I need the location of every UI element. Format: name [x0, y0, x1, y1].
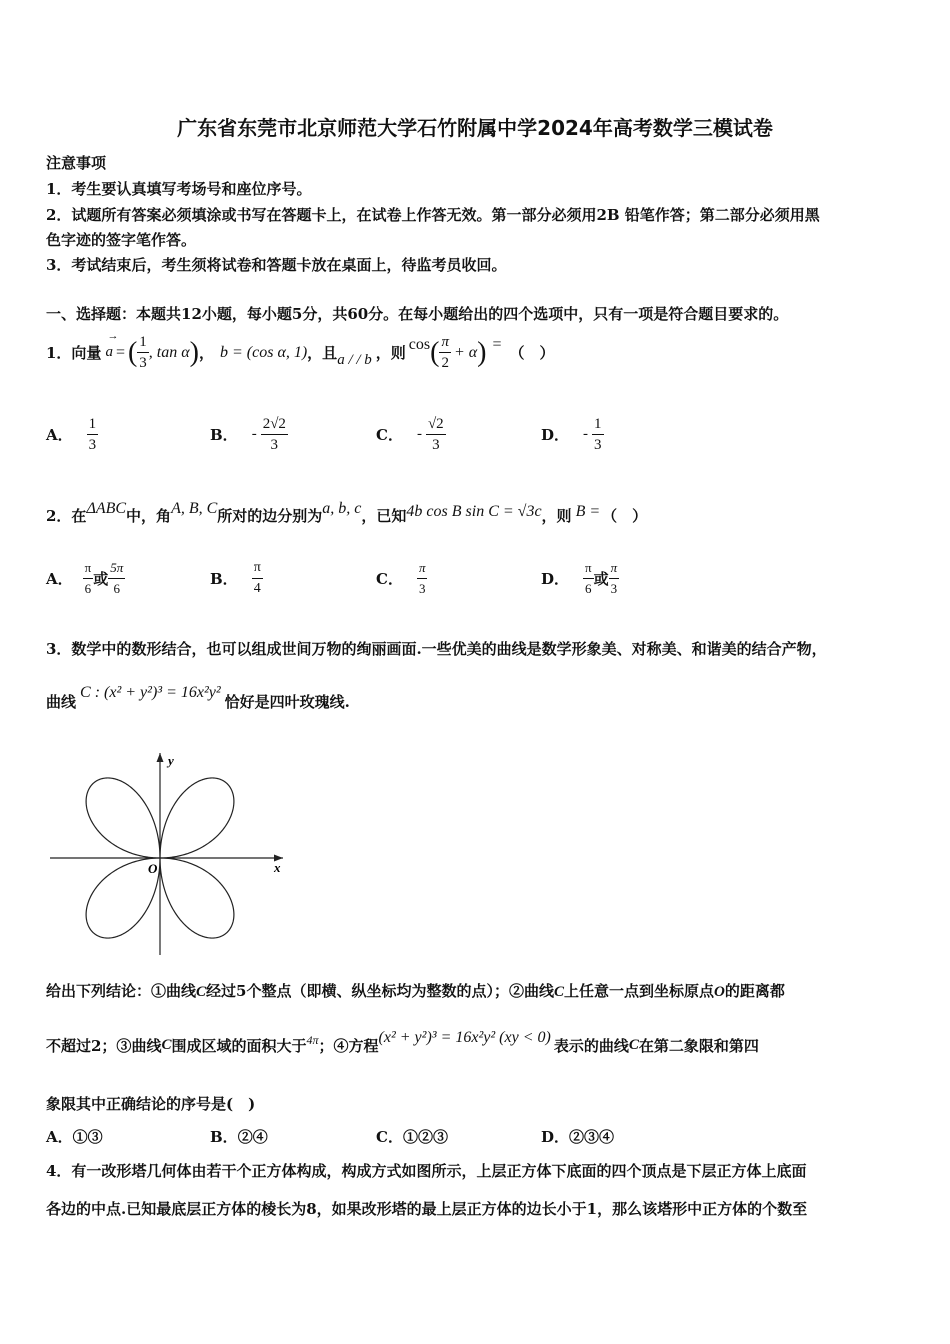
y-axis-arrow — [157, 753, 164, 762]
plus-alpha: + α — [453, 343, 478, 361]
triangle-abc: ΔABC — [86, 500, 127, 517]
given-equation: 4b cos B sin C = √3c — [406, 503, 542, 520]
notice-item: 1．考生要认真填写考场号和座位序号。 — [46, 180, 312, 198]
question-2: 2．在 ΔABC 中，角 A, B, C 所对的边分别为 a, b, c ，已知 4b cos B sin C = √3c ，则 B = （ ） — [46, 500, 648, 525]
q4-line-1: 4．有一改形塔几何体由若干个正方体构成，构成方式如图所示，上层正方体下底面的四个顶点是下层正方体上底面 — [46, 1162, 807, 1180]
question-1: 1．向量 → a = ( $\frac{1}{3}$ , tan α ) ， b = (cos α, 1) ，且 a / / b ，则 cos ( $\frac{\pi}{2}$ + α ) = （ ） — [46, 330, 555, 371]
answer-bracket: （ ） — [509, 344, 555, 362]
cos-label: cos — [408, 335, 431, 353]
x-axis-label: x — [274, 860, 281, 875]
q3-option-b: B．②④ — [210, 1128, 268, 1146]
q3-conclusions-line-1: 给出下列结论：①曲线C经过5个整点（即横、纵坐标均为整数的点）；②曲线C上任意一点到坐标原点O的距离都 — [46, 982, 785, 1000]
rose-curve-graph — [45, 745, 290, 960]
notice-item: 2．试题所有答案必须填涂或书写在答题卡上，在试卷上作答无效。第一部分必须用2B 铅笔作答；第二部分必须用黑 — [46, 206, 820, 224]
q1-ze: ，则 — [375, 344, 406, 362]
q2-option-d: D． $\frac{\pi}{6}$ 或 $\frac{\pi}{3}$ — [541, 560, 618, 596]
notice-item: 色字迹的签字笔作答。 — [46, 231, 197, 249]
fraction-one-third: $\frac{1}{3}$ — [139, 334, 147, 371]
section-heading: 一、选择题：本题共12小题，每小题5分，共60分。在每小题给出的四个选项中，只有一项是符合题目要求的。 — [46, 305, 789, 323]
q3-line-1: 3．数学中的数形结合，也可以组成世间万物的绚丽画面.一些优美的曲线是数学形象美、对称美、和谐美的结合产物， — [46, 640, 827, 658]
q1-number: 1．向量 — [46, 344, 102, 362]
q1-comma: ， — [198, 344, 214, 362]
page-title: 广东省东莞市北京师范大学石竹附属中学2024年高考数学三模试卷 — [177, 116, 773, 140]
fraction-pi-over-2: $\frac{\pi}{2}$ — [441, 334, 449, 371]
vector-a: → a — [105, 330, 119, 360]
curve-equation: C : (x² + y²)³ = 16x²y² — [80, 684, 221, 701]
tan-alpha: , tan α — [148, 343, 190, 361]
q3-line-2: 曲线 C : (x² + y²)³ = 16x²y² 恰好是四叶玫瑰线. — [46, 684, 350, 711]
q3-option-c: C．①②③ — [376, 1128, 448, 1146]
notice-heading: 注意事项 — [46, 154, 107, 172]
ask-b: B = — [575, 503, 601, 520]
q2-option-c: C． $\frac{\pi}{3}$ — [376, 560, 426, 596]
equals-sign: = — [492, 335, 502, 353]
equals-sign: = — [115, 343, 125, 361]
q3-option-d: D．②③④ — [541, 1128, 615, 1146]
angles: A, B, C — [171, 500, 218, 517]
origin-label: O — [148, 861, 158, 876]
q3-option-a: A．①③ — [46, 1128, 103, 1146]
notice-item: 3．考试结束后，考生须将试卷和答题卡放在桌面上，待监考员收回。 — [46, 256, 507, 274]
answer-bracket: （ ） — [602, 506, 648, 525]
vector-b-expr: b = (cos α, 1) — [219, 343, 308, 361]
parallel-condition: a / / b — [337, 352, 372, 368]
q1-option-b: B． - $\frac{2√2}{3}$ — [210, 416, 286, 453]
q1-option-c: C． - $\frac{√2}{3}$ — [376, 416, 444, 453]
q2-option-b: B． $\frac{\pi}{4}$ — [210, 560, 261, 596]
q1-option-d: D． - $\frac{1}{3}$ — [541, 416, 602, 453]
q1-qie: ，且 — [307, 344, 338, 362]
q3-conclusions-line-3: 象限其中正确结论的序号是( ) — [46, 1095, 256, 1113]
q3-conclusions-line-2: 不超过2；③曲线 C 围成区域的面积大于 4π ；④方程 (x² + y²)³ = 16x²y² (xy < 0) 表示的曲线 C 在第二象限和第四 — [46, 1029, 759, 1055]
y-axis-label: y — [168, 753, 174, 768]
sides: a, b, c — [322, 500, 362, 517]
q2-option-a: A． $\frac{\pi}{6}$ 或 $\frac{5\pi}{6}$ — [46, 560, 124, 596]
q1-option-a: A． $\frac{1}{3}$ — [46, 416, 97, 453]
q4-line-2: 各边的中点.已知最底层正方体的棱长为8，如果改形塔的最上层正方体的边长小于1，那么该塔形中正方体的个数至 — [46, 1200, 808, 1218]
equation-4: (x² + y²)³ = 16x²y² (xy < 0) — [378, 1029, 551, 1046]
